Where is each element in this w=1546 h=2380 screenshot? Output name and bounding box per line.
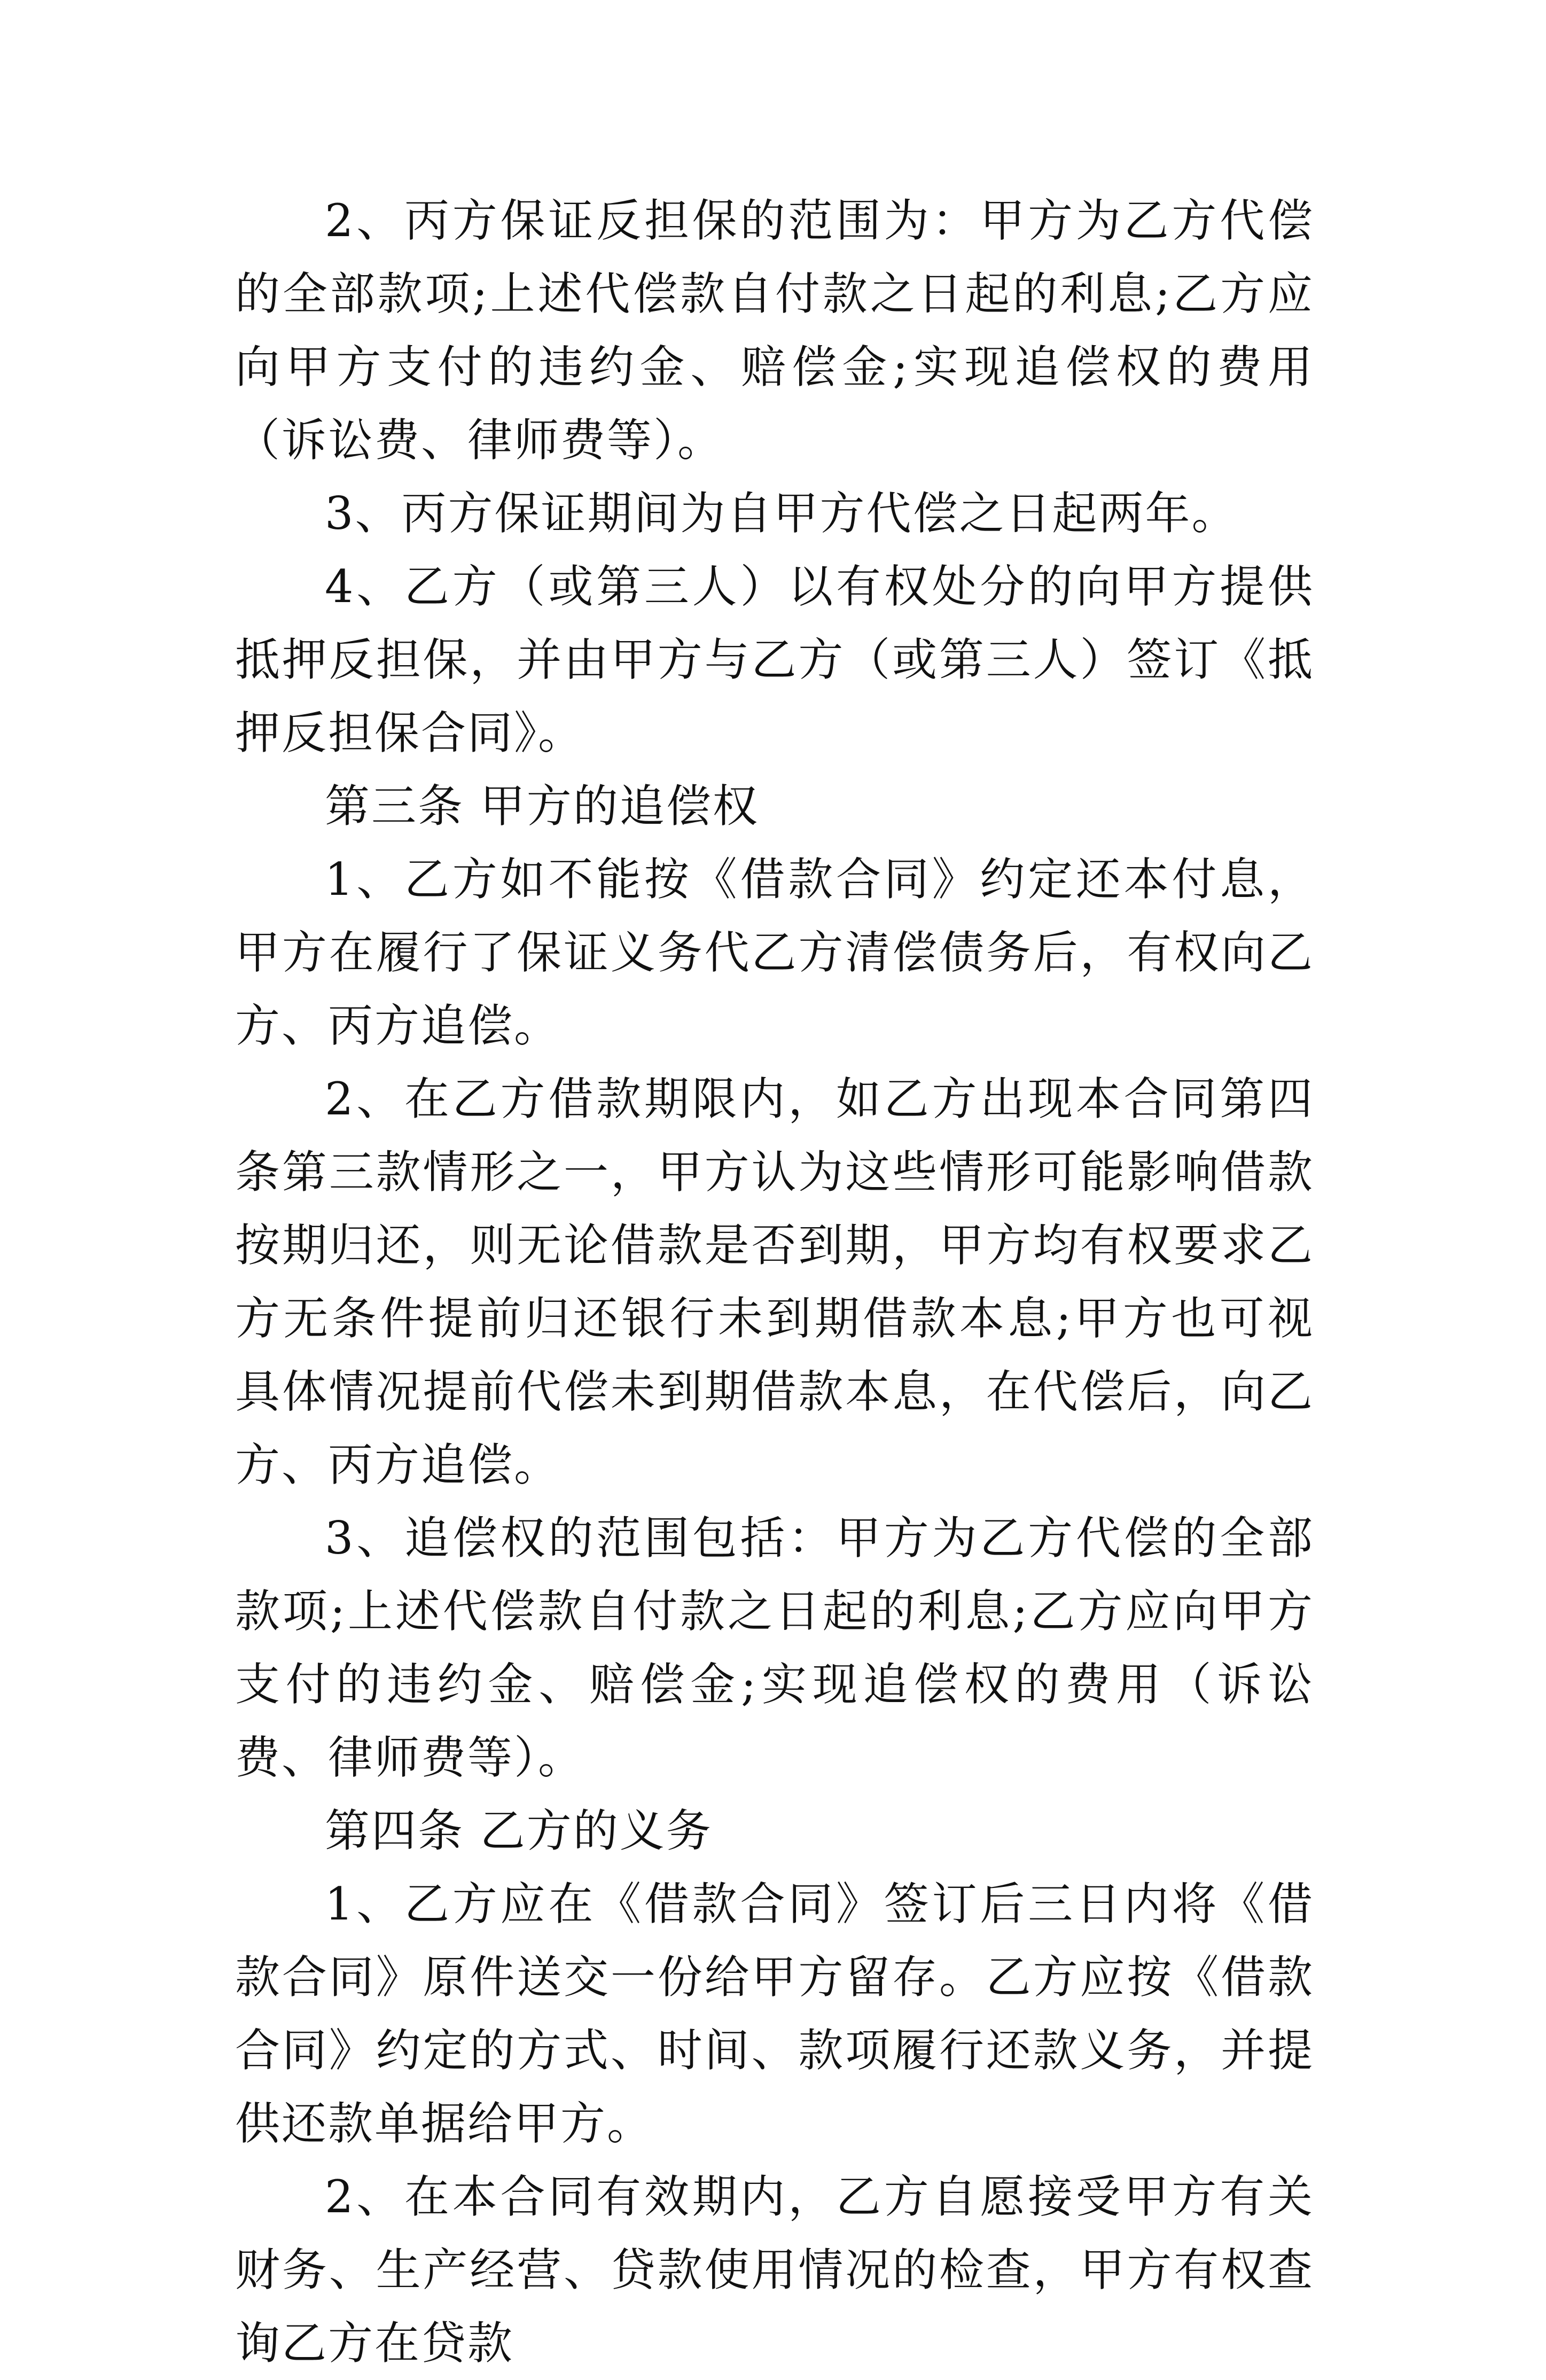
paragraph-guarantee-scope: 2、丙方保证反担保的范围为：甲方为乙方代偿的全部款项;上述代偿款自付款之日起的利息;乙方应向甲方支付的违约金、赔偿金;实现追偿权的费用（诉讼费、律师费等）。	[235, 194, 1314, 466]
paragraph-recourse-1: 1、乙方如不能按《借款合同》约定还本付息，甲方在履行了保证义务代乙方清偿债务后，有权向乙方、丙方追偿。	[235, 853, 1314, 1052]
paragraph-guarantee-period: 3、丙方保证期间为自甲方代偿之日起两年。	[325, 487, 1238, 540]
article-4-heading: 第四条 乙方的义务	[325, 1805, 713, 1857]
paragraph-obligation-2: 2、在本合同有效期内，乙方自愿接受甲方有关财务、生产经营、贷款使用情况的检查，甲方有权查询乙方在贷款	[235, 2171, 1314, 2369]
document-body	[235, 184, 1314, 2380]
paragraph-recourse-3: 3、追偿权的范围包括：甲方为乙方代偿的全部款项;上述代偿款自付款之日起的利息;乙方应向甲方支付的违约金、赔偿金;实现追偿权的费用（诉讼费、律师费等）。	[235, 1512, 1314, 1784]
paragraph-obligation-1: 1、乙方应在《借款合同》签订后三日内将《借款合同》原件送交一份给甲方留存。乙方应按《借款合同》约定的方式、时间、款项履行还款义务，并提供还款单据给甲方。	[235, 1878, 1314, 2150]
paragraph-mortgage-counter-guarantee: 4、乙方（或第三人）以有权处分的向甲方提供抵押反担保，并由甲方与乙方（或第三人）签订《抵押反担保合同》。	[235, 560, 1314, 759]
article-3-heading: 第三条 甲方的追偿权	[325, 780, 759, 832]
paragraph-recourse-2: 2、在乙方借款期限内，如乙方出现本合同第四条第三款情形之一，甲方认为这些情形可能影响借款按期归还，则无论借款是否到期，甲方均有权要求乙方无条件提前归还银行未到期借款本息;甲方也可视具体情况提前代偿未到期借款本息，在代偿后，向乙方、丙方追偿。	[235, 1073, 1314, 1491]
